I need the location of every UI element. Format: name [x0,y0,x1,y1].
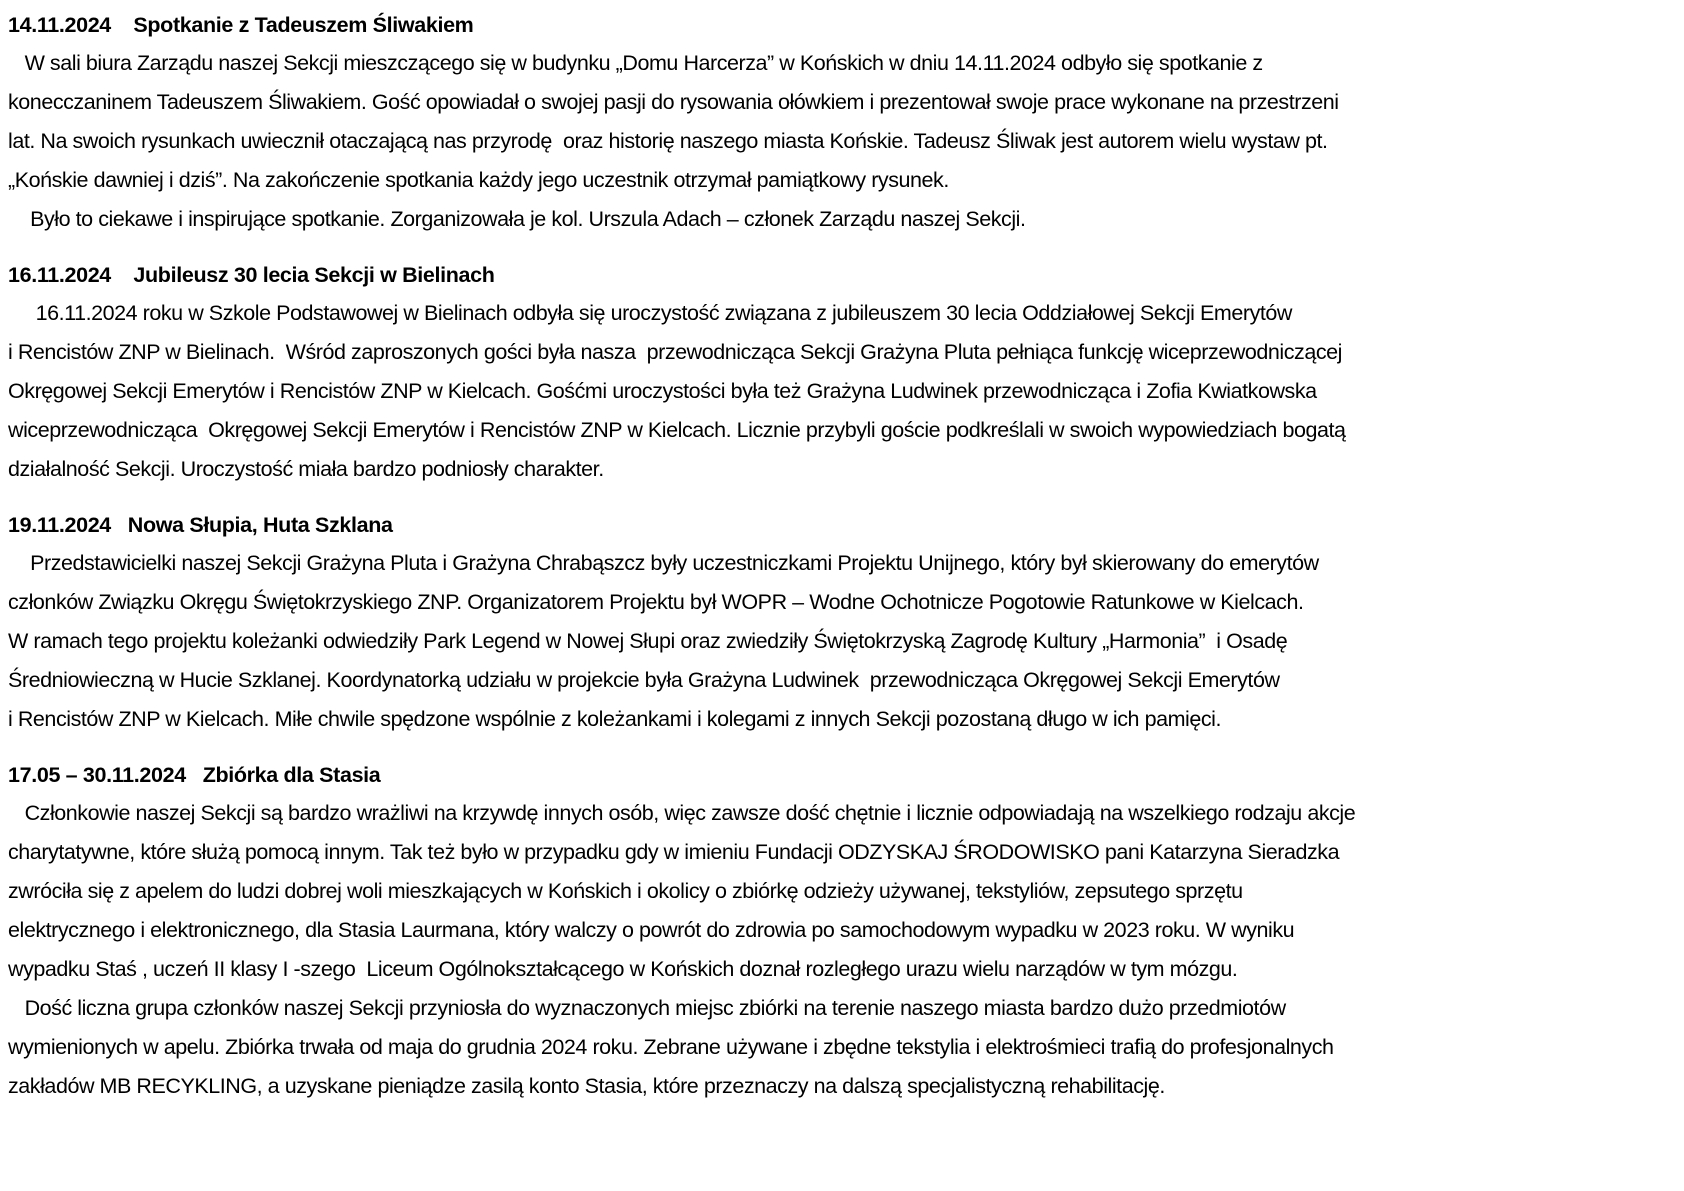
section-zbiorka-stasia [8,756,1678,1106]
paragraph-line: zwróciła się z apelem do ludzi dobrej woli mieszkających w Końskich i okolicy o zbiórkę odzieży używanej, tekstyliów, zepsutego sprzętu [8,879,1243,903]
paragraph-line: wiceprzewodnicząca Okręgowej Sekcji Emerytów i Rencistów ZNP w Kielcach. Licznie przybyli goście podkreślali w swoich wypowiedziach bogatą [8,418,1346,442]
paragraph-line: Dość liczna grupa członków naszej Sekcji przyniosła do wyznaczonych miejsc zbiórki na terenie naszego miasta bardzo dużo przedmiotów [8,996,1286,1020]
paragraph-line: wypadku Staś , uczeń II klasy I -szego Liceum Ogólnokształcącego w Końskich doznał rozległego urazu wielu narządów w tym mózgu. [8,957,1238,981]
paragraph-line: i Rencistów ZNP w Kielcach. Miłe chwile spędzone wspólnie z koleżankami i kolegami z innych Sekcji pozostaną długo w ich pamięci. [8,707,1222,731]
paragraph-line: Okręgowej Sekcji Emerytów i Rencistów ZNP w Kielcach. Gośćmi uroczystości była też Grażyna Ludwinek przewodnicząca i Zofia Kwiatkowska [8,379,1317,403]
paragraph-line: Średniowieczną w Hucie Szklanej. Koordynatorką udziału w projekcie była Grażyna Ludwinek przewodnicząca Okręgowej Sekcji Emerytów [8,668,1280,692]
paragraph-line: działalność Sekcji. Uroczystość miała bardzo podniosły charakter. [8,457,604,481]
section-nowa-slupia [8,506,1678,739]
paragraph-line: W sali biura Zarządu naszej Sekcji mieszczącego się w budynku „Domu Harcerza” w Końskich w dniu 14.11.2024 odbyło się spotkanie z [8,51,1263,75]
section-heading: 17.05 – 30.11.2024 Zbiórka dla Stasia [8,763,381,787]
paragraph-line: Członkowie naszej Sekcji są bardzo wrażliwi na krzywdę innych osób, więc zawsze dość chętnie i licznie odpowiadają na wszelkiego rodzaju akcje [8,801,1356,825]
paragraph-line: konecczaninem Tadeuszem Śliwakiem. Gość opowiadał o swojej pasji do rysowania ołówkiem i prezentował swoje prace wykonane na przestrzeni [8,90,1339,114]
paragraph-line: 16.11.2024 roku w Szkole Podstawowej w Bielinach odbyła się uroczystość związana z jubileuszem 30 lecia Oddziałowej Sekcji Emerytów [8,301,1292,325]
section-heading: 14.11.2024 Spotkanie z Tadeuszem Śliwakiem [8,13,474,37]
paragraph-line: członków Związku Okręgu Świętokrzyskiego ZNP. Organizatorem Projektu był WOPR – Wodne Ochotnicze Pogotowie Ratunkowe w Kielcach. [8,590,1304,614]
paragraph-line: Przedstawicielki naszej Sekcji Grażyna Pluta i Grażyna Chrabąszcz były uczestniczkami Projektu Unijnego, który był skierowany do emerytów [8,551,1319,575]
paragraph-line: lat. Na swoich rysunkach uwiecznił otaczającą nas przyrodę oraz historię naszego miasta Końskie. Tadeusz Śliwak jest autorem wielu wystaw pt. [8,129,1328,153]
paragraph-line: elektrycznego i elektronicznego, dla Stasia Laurmana, który walczy o powrót do zdrowia po samochodowym wypadku w 2023 roku. W wyniku [8,918,1295,942]
section-spotkanie-sliwak [8,6,1678,239]
paragraph-line: zakładów MB RECYKLING, a uzyskane pieniądze zasilą konto Stasia, które przeznaczy na dalszą specjalistyczną rehabilitację. [8,1074,1165,1098]
paragraph-line: W ramach tego projektu koleżanki odwiedziły Park Legend w Nowej Słupi oraz zwiedziły Świętokrzyską Zagrodę Kultury „Harmonia” i Osadę [8,629,1288,653]
paragraph-line: i Rencistów ZNP w Bielinach. Wśród zaproszonych gości była nasza przewodnicząca Sekcji Grażyna Pluta pełniąca funkcję wiceprzewodniczącej [8,340,1342,364]
paragraph-line: wymienionych w apelu. Zbiórka trwała od maja do grudnia 2024 roku. Zebrane używane i zbędne tekstylia i elektrośmieci trafią do profesjonalnych [8,1035,1334,1059]
section-jubileusz-bieliny [8,256,1678,489]
section-heading: 16.11.2024 Jubileusz 30 lecia Sekcji w Bielinach [8,263,495,287]
paragraph-line: „Końskie dawniej i dziś”. Na zakończenie spotkania każdy jego uczestnik otrzymał pamiątkowy rysunek. [8,168,949,192]
section-heading: 19.11.2024 Nowa Słupia, Huta Szklana [8,513,393,537]
paragraph-line: charytatywne, które służą pomocą innym. Tak też było w przypadku gdy w imieniu Fundacji ODZYSKAJ ŚRODOWISKO pani Katarzyna Sieradzka [8,840,1340,864]
paragraph-line: Było to ciekawe i inspirujące spotkanie. Zorganizowała je kol. Urszula Adach – członek Zarządu naszej Sekcji. [8,207,1026,231]
document-page [8,6,1678,1123]
